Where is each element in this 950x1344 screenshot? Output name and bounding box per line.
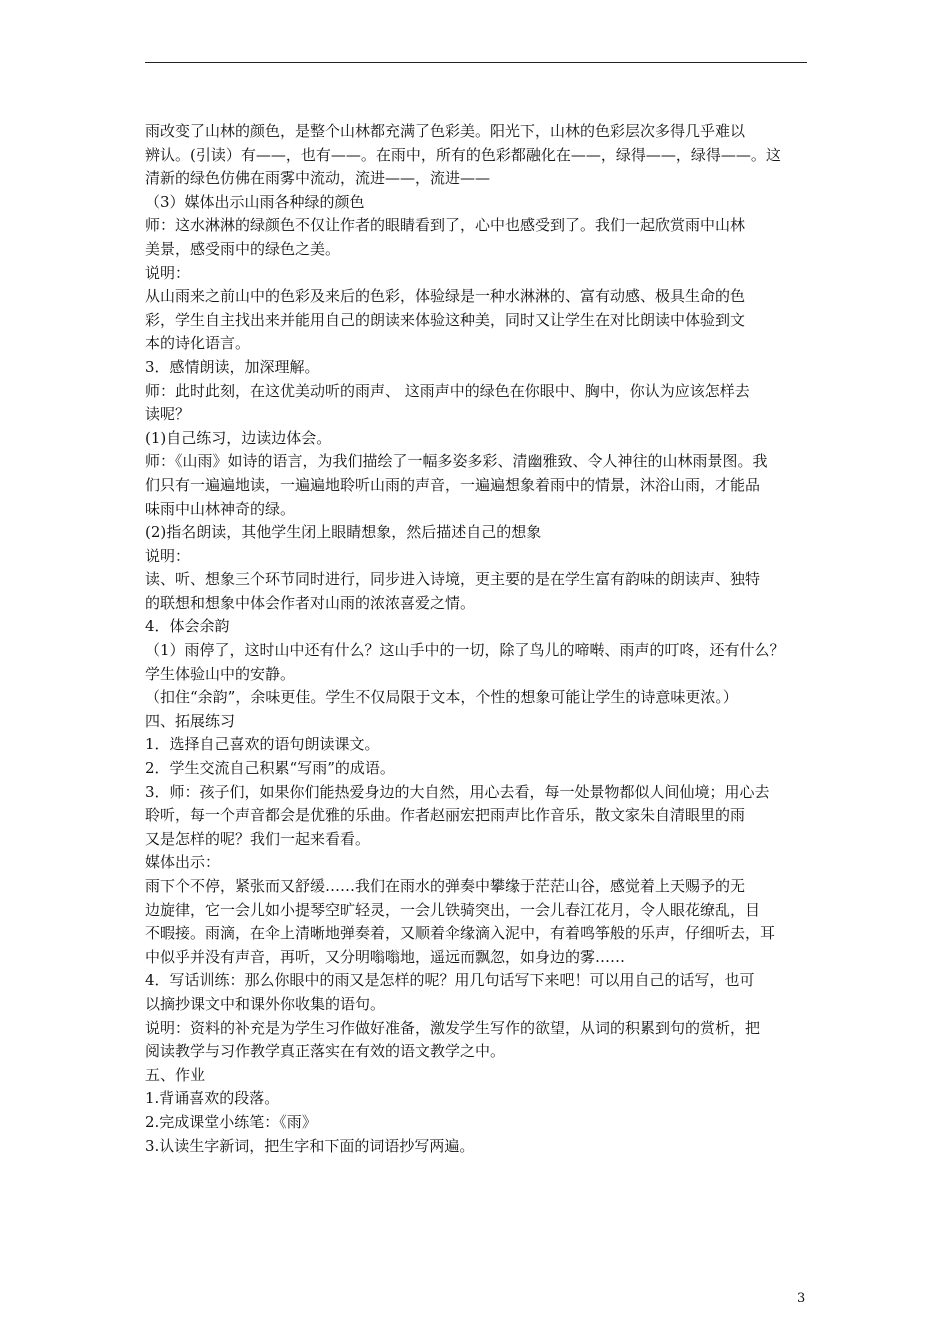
text-line: 本的诗化语言。: [145, 334, 251, 353]
text-line: 说明：: [145, 263, 191, 282]
text-line: 五、作业: [145, 1065, 206, 1084]
text-line: 从山雨来之前山中的色彩及来后的色彩，体验绿是一种水淋淋的、富有动感、极具生命的色: [145, 287, 746, 306]
text-line: 边旋律，它一会儿如小提琴空旷轻灵，一会儿铁骑突出，一会儿春江花月，令人眼花缭乱，目: [145, 900, 761, 919]
text-line: 师：这水淋淋的绿颜色不仅让作者的眼睛看到了，心中也感受到了。我们一起欣赏雨中山林: [145, 216, 746, 235]
text-line: 说明：: [145, 546, 191, 565]
text-line: 媒体出示：: [145, 853, 221, 872]
text-line: （3）媒体出示山雨各种绿的颜色: [145, 192, 365, 211]
text-line: 2.完成课堂小练笔：《雨》: [145, 1112, 317, 1131]
text-line: 1.背诵喜欢的段落。: [145, 1089, 280, 1108]
text-line: 的联想和想象中体会作者对山雨的浓浓喜爱之情。: [145, 593, 476, 612]
text-line: 4．体会余韵: [145, 617, 230, 636]
text-line: 雨下个不停，紧张而又舒缓……我们在雨水的弹奏中攀缘于茫茫山谷，感觉着上天赐予的无: [145, 877, 746, 895]
text-line: 不暇接。雨滴，在伞上清晰地弹奏着，又顺着伞缘滴入泥中，有着鸣筝般的乐声，仔细听去，耳: [145, 924, 776, 943]
text-line: 读、听、想象三个环节同时进行，同步进入诗境，更主要的是在学生富有韵味的朗读声、独特: [145, 570, 761, 589]
text-line: 师：《山雨》如诗的语言，为我们描绘了一幅多姿多彩、清幽雅致、令人神往的山林雨景图。我: [145, 452, 768, 471]
text-line: 说明：资料的补充是为学生习作做好准备，激发学生写作的欲望，从词的积累到句的赏析，把: [145, 1018, 761, 1037]
text-line: (2)指名朗读，其他学生闭上眼睛想象，然后描述自己的想象: [145, 523, 542, 542]
text-line: 读呢？: [145, 405, 191, 424]
text-line: 学生体验山中的安静。: [145, 664, 296, 683]
text-line: （1）雨停了，这时山中还有什么？这山手中的一切，除了鸟儿的啼啭、雨声的叮咚，还有什么？: [145, 641, 785, 660]
text-line: 聆听，每一个声音都会是优雅的乐曲。作者赵丽宏把雨声比作音乐，散文家朱自清眼里的雨: [145, 806, 746, 825]
page-number: 3: [797, 1291, 806, 1306]
text-line: 辨认。(引读）有——，也有——。在雨中，所有的色彩都融化在——，绿得——，绿得——。这: [145, 145, 781, 164]
text-line: (1)自己练习，边读边体会。: [145, 428, 332, 447]
text-line: 1．选择自己喜欢的语句朗读课文。: [145, 735, 380, 754]
text-line: 们只有一遍遍地读，一遍遍地聆听山雨的声音，一遍遍想象着雨中的情景，沐浴山雨，才能品: [145, 475, 761, 494]
text-line: 彩，学生自主找出来并能用自己的朗读来体验这种美，同时又让学生在对比朗读中体验到文: [145, 310, 746, 329]
text-line: 清新的绿色仿佛在雨雾中流动，流进——，流进——: [145, 169, 491, 188]
text-line: 以摘抄课文中和课外你收集的语句。: [145, 994, 386, 1013]
text-line: 3．感情朗读，加深理解。: [145, 357, 320, 376]
text-line: 4．写话训练：那么你眼中的雨又是怎样的呢？用几句话写下来吧！可以用自己的话写，也可: [145, 971, 755, 990]
text-line: 师：此时此刻，在这优美动听的雨声、 这雨声中的绿色在你眼中、胸中，你认为应该怎样去: [145, 381, 750, 400]
text-line: （扣住“余韵”，余味更佳。学生不仅局限于文本，个性的想象可能让学生的诗意味更浓。）: [145, 688, 738, 707]
text-line: 3．师：孩子们，如果你们能热爱身边的大自然，用心去看，每一处景物都似人间仙境；用心去: [145, 782, 770, 801]
text-line: 四、拓展练习: [145, 711, 236, 730]
text-line: 阅读教学与习作教学真正落实在有效的语文教学之中。: [145, 1042, 506, 1061]
text-line: 中似乎并没有声音，再听，又分明嗡嗡地，遥远而飘忽，如身边的雾……: [145, 947, 626, 966]
header-rule: [145, 62, 807, 63]
text-line: 味雨中山林神奇的绿。: [145, 499, 296, 518]
text-line: 又是怎样的呢？我们一起来看看。: [145, 829, 371, 848]
text-line: 雨改变了山林的颜色，是整个山林都充满了色彩美。阳光下，山林的色彩层次多得几乎难以: [145, 122, 746, 140]
document-body: [145, 120, 817, 1158]
text-line: 美景，感受雨中的绿色之美。: [145, 239, 341, 258]
text-line: 2．学生交流自己积累“写雨”的成语。: [145, 759, 395, 778]
text-line: 3.认读生字新词，把生字和下面的词语抄写两遍。: [145, 1136, 475, 1155]
